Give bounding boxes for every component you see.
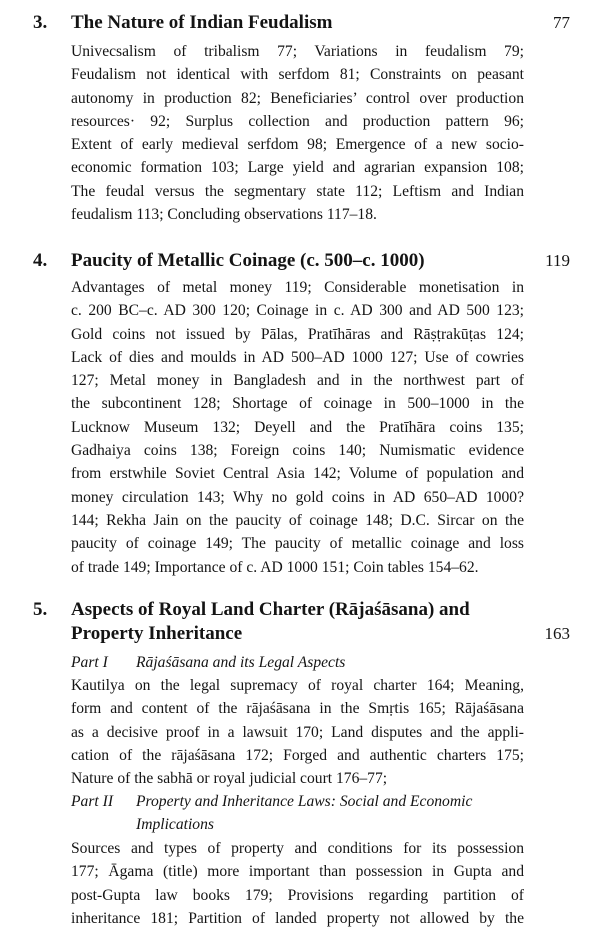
summary-line: economic formation 103; Large yield and agrarian expansion 108; xyxy=(71,159,524,177)
summary-line: 144; Rekha Jain on the paucity of coinage 148; D.C. Sircar on the xyxy=(71,511,524,529)
summary-line: Nature of the sabhā or royal judicial court 176–77; xyxy=(71,770,388,788)
summary-line: Lack of dies and moulds in AD 500–AD 1000 127; Use of cowries xyxy=(71,348,524,366)
summary-line: Univecsalism of tribalism 77; Variations in feudalism 79; xyxy=(71,43,524,60)
summary-line: Lucknow Museum 132; Deyell and the Pratīhāra coins 135; xyxy=(71,418,524,436)
chapter-summary xyxy=(71,40,524,226)
summary-line: from erstwhile Soviet Central Asia 142; Volume of population and xyxy=(71,465,524,483)
part-2-title-line-1: Property and Inheritance Laws: Social and Economic xyxy=(136,793,473,810)
chapter-title-line-2: Property Inheritance xyxy=(71,623,243,644)
summary-line: inheritance 181; Partition of landed property not allowed by the xyxy=(71,909,524,927)
summary-line: resources· 92; Surplus collection and production pattern 96; xyxy=(71,112,524,130)
chapter-page-number: 163 xyxy=(544,624,570,643)
summary-line: the subcontinent 128; Shortage of coinage in 500–1000 in the xyxy=(71,395,524,413)
chapter-number: 4. xyxy=(33,250,48,271)
summary-line: form and content of the rājaśāsana in the Smṛtis 165; Rājaśāsana xyxy=(71,700,524,718)
chapter-page-number: 119 xyxy=(545,251,570,270)
part-2-summary xyxy=(71,837,524,930)
chapter-summary xyxy=(71,276,524,579)
summary-line: c. 200 BC–c. AD 300 120; Coinage in c. AD 300 and AD 500 123; xyxy=(71,302,524,320)
summary-line: The feudal versus the segmentary state 112; Leftism and Indian xyxy=(71,182,524,200)
chapter-number: 3. xyxy=(33,12,48,33)
chapter-title-line-1: Aspects of Royal Land Charter (Rājaśāsana) and xyxy=(71,599,470,620)
part-1-title: Rājaśāsana and its Legal Aspects xyxy=(136,654,346,671)
summary-line: as a decisive proof in a lawsuit 170; Land disputes and the appli- xyxy=(71,723,524,741)
part-1-label: Part I xyxy=(71,654,108,671)
summary-line: Extent of early medieval serfdom 98; Emergence of a new socio- xyxy=(71,136,524,154)
summary-line: 127; Metal money in Bangladesh and in the northwest part of xyxy=(71,372,524,390)
summary-line: Gadhaiya coins 138; Foreign coins 140; Numismatic evidence xyxy=(71,442,524,460)
summary-line: post-Gupta law books 179; Provisions regarding partition of xyxy=(71,886,524,904)
part-1-summary xyxy=(71,674,524,790)
chapter-title: The Nature of Indian Feudalism xyxy=(71,12,333,33)
chapter-page-number: 77 xyxy=(553,13,570,32)
summary-line: feudalism 113; Concluding observations 117–18. xyxy=(71,206,377,224)
summary-line: 177; Āgama (title) more important than possession in Gupta and xyxy=(71,863,524,881)
summary-line: Advantages of metal money 119; Considerable monetisation in xyxy=(71,279,524,296)
chapter-number: 5. xyxy=(33,599,48,620)
summary-line: cation of the rājaśāsana 172; Forged and authentic charters 175; xyxy=(71,746,524,764)
summary-line: Kautilya on the legal supremacy of royal charter 164; Meaning, xyxy=(71,677,524,694)
summary-line: of trade 149; Importance of c. AD 1000 151; Coin tables 154–62. xyxy=(71,558,479,576)
summary-line: Gold coins not issued by Pālas, Pratīhāras and Rāṣṭrakūṭas 124; xyxy=(71,325,524,343)
chapter-title: Paucity of Metallic Coinage (c. 500–c. 1000) xyxy=(71,250,425,271)
summary-line: money circulation 143; Why no gold coins in AD 650–AD 1000? xyxy=(71,488,524,506)
summary-line: Feudalism not identical with serfdom 81; Constraints on peasant xyxy=(71,66,524,84)
summary-line: autonomy in production 82; Beneficiaries’ control over production xyxy=(71,89,524,107)
part-2-label: Part II xyxy=(71,793,114,810)
part-2-title-line-2: Implications xyxy=(136,816,214,833)
summary-line: paucity of coinage 149; The paucity of metallic coinage and loss xyxy=(71,535,524,553)
summary-line: Sources and types of property and conditions for its possession xyxy=(71,840,524,857)
